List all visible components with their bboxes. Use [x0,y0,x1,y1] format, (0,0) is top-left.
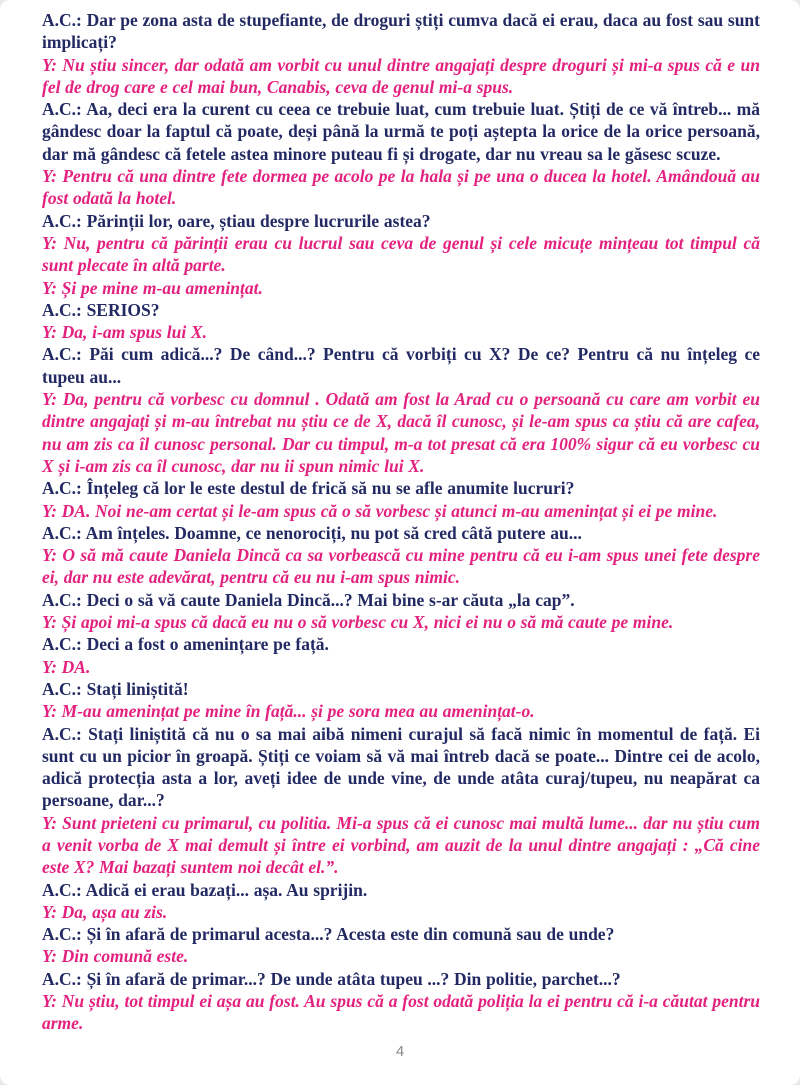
dialogue-line-y: Y: Și pe mine m-au amenințat. [42,277,263,298]
dialogue-line-ac: A.C.: Stați liniștită că nu o sa mai aibă nimeni curajul să facă nimic în momentul de față. Ei sunt cu un picior în groapă. Știți ce voiam să vă mai întreb dacă se poate... Dintre cei de acolo, adică protecția asta a lor, aveți idee de unde vine, de unde atâta curaj/tupeu, nu neapărat ca persoane, dar...? [42,723,760,811]
dialogue-line-ac: A.C.: Adică ei erau bazați... așa. Au sprijin. [42,879,368,900]
page-footer [0,1043,800,1061]
page-number: 4 [395,1043,405,1060]
dialogue-line-y: Y: DA. Noi ne-am certat și le-am spus că o să vorbesc și atunci m-au amenințat și ei pe mine. [42,500,718,521]
dialogue-line-y: Y: Nu știu, tot timpul ei așa au fost. Au spus că a fost odată poliția la ei pentru că i-a căutat pentru arme. [42,991,760,1034]
dialogue-line-y: Y: Nu știu sincer, dar odată am vorbit cu unul dintre angajați despre droguri și mi-a spus că e un fel de drog care e cel mai bun, Canabis, ceva de genul mi-a spus. [42,54,760,97]
dialogue-line-ac: A.C.: Aa, deci era la curent cu ceea ce trebuie luat, cum trebuie luat. Știți de ce vă întreb... mă gândesc doar la faptul că poate, deși până la urmă te poți aștepta la orice de la orice persoană, dar mă gândesc că fetele astea minore puteau fi și drogate, dar nu vreau sa le găsesc scuze. [42,99,760,164]
dialogue-line-y: Y: Da, i-am spus lui X. [42,322,207,343]
dialogue-line-ac: A.C.: Deci a fost o amenințare pe față. [42,634,329,655]
dialogue-line-y: Y: O să mă caute Daniela Dincă ca sa vorbească cu mine pentru că eu i-am spus unei fete despre ei, dar nu este adevărat, pentru că eu nu i-am spus nimic. [42,545,760,588]
transcript-dialogue [42,9,760,1035]
dialogue-line-ac: A.C.: Dar pe zona asta de stupefiante, de droguri știți cumva dacă ei erau, daca au fost sau sunt implicați? [42,10,760,53]
dialogue-line-ac: A.C.: Înțeleg că lor le este destul de frică să nu se afle anumite lucruri? [42,478,575,499]
dialogue-line-ac: A.C.: Și în afară de primarul acesta...? Acesta este din comună sau de unde? [42,924,615,945]
dialogue-line-ac: A.C.: Păi cum adică...? De când...? Pentru că vorbiți cu X? De ce? Pentru că nu înțeleg ce tupeu au... [42,344,760,387]
dialogue-line-ac: A.C.: Am înțeles. Doamne, ce nenorociți, nu pot să cred câtă putere au... [42,522,582,543]
dialogue-line-y: Y: Nu, pentru că părinții erau cu lucrul sau ceva de genul și cele micuțe mințeau tot timpul că sunt plecate în altă parte. [42,232,760,276]
dialogue-line-ac: A.C.: Părinții lor, oare, știau despre lucrurile astea? [42,210,431,231]
dialogue-line-y: Y: Și apoi mi-a spus că dacă eu nu o să vorbesc cu X, nici ei nu o să mă caute pe mine. [42,612,674,633]
dialogue-line-y: Y: Da, așa au zis. [42,901,168,922]
dialogue-line-ac: A.C.: SERIOS? [42,299,160,320]
dialogue-line-ac: A.C.: Deci o să vă caute Daniela Dincă...? Mai bine s-ar căuta „la cap”. [42,589,575,610]
dialogue-line-y: Y: DA. [42,656,91,677]
dialogue-line-ac: A.C.: Și în afară de primar...? De unde atâta tupeu ...? Din politie, parchet...? [42,968,621,989]
dialogue-line-y: Y: Pentru că una dintre fete dormea pe acolo pe la hala și pe una o ducea la hotel. Amândouă au fost odată la hotel. [42,166,760,209]
dialogue-line-y: Y: Da, pentru că vorbesc cu domnul . Odată am fost la Arad cu o persoană cu care am vorbit eu dintre angajați și m-au întrebat nu știu ce de X, dacă îl cunosc, și le-am spus ca știu că are cafea, nu am zis ca îl cunosc personal. Dar cu timpul, m-a tot presat că era 100% sigur că eu vorbesc cu X și i-am zis ca îl cunosc, dar nu ii spun nimic lui X. [42,389,760,476]
dialogue-line-y: Y: Din comună este. [42,946,189,967]
dialogue-line-y: Y: Sunt prieteni cu primarul, cu politia. Mi-a spus că ei cunosc mai multă lume... dar nu știu cum a venit vorba de X mai demult și între ei vorbind, am auzit de la unul dintre angajați : „Că cine este X? Mai bazați suntem noi decât el.”. [42,812,760,878]
dialogue-line-ac: A.C.: Stați liniștită! [42,678,189,699]
dialogue-line-y: Y: M-au amenințat pe mine în față... și pe sora mea au amenințat-o. [42,701,535,722]
